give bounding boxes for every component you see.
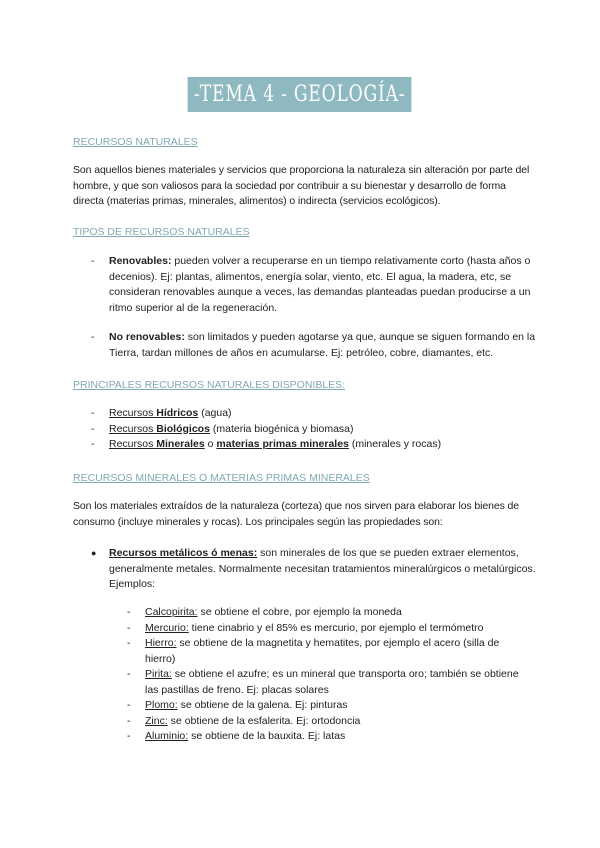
mineral-text: tiene cinabrio y el 85% es mercurio, por ejemplo el termómetro bbox=[188, 621, 484, 634]
prefix-text: Recursos bbox=[109, 407, 157, 419]
list-item-no-renovables bbox=[91, 330, 551, 361]
bold-text: Minerales bbox=[156, 438, 205, 450]
text-recursos-metalicos: son minerales de los que se pueden extraer elementos, generalmente metales. Normalmente necesitan tratamientos mineralúrgicos o metalúrgicos. Ejemplos: bbox=[109, 547, 536, 590]
mineral-text: se obtiene el azufre; es un mineral que transporta oro; también se obtiene las pastillas de freno. Ej: placas solares bbox=[145, 668, 519, 696]
list-item-renovables bbox=[91, 254, 551, 316]
list-item-mercurio bbox=[127, 621, 527, 637]
dash-marker: - bbox=[127, 621, 131, 634]
label-no-renovables: No renovables: bbox=[109, 331, 185, 343]
text-renovables: pueden volver a recuperarse en un tiempo relativamente corto (hasta años o decenios). Ej: plantas, alimentos, energía solar, viento, etc. El agua, la madera, etc, se consideran renovables aunque a veces, las demandas planteadas puedan producirse a un ritmo superior al de la regeneración. bbox=[109, 255, 531, 314]
heading-recursos-naturales: RECURSOS NATURALES bbox=[73, 136, 198, 148]
list-item-pirita bbox=[127, 667, 527, 698]
mid-text: o bbox=[204, 438, 217, 450]
list-item-biologicos bbox=[91, 422, 551, 438]
heading-recursos-minerales: RECURSOS MINERALES O MATERIAS PRIMAS MINERALES bbox=[73, 472, 370, 484]
dash-marker: - bbox=[127, 730, 131, 742]
list-item-calcopirita bbox=[127, 605, 527, 621]
tipos-list bbox=[91, 254, 551, 361]
bold-text-2: materias primas minerales bbox=[216, 438, 349, 450]
mineral-name: Calcopirita: bbox=[145, 606, 198, 618]
prefix-text: Recursos bbox=[109, 422, 157, 435]
bold-text: Hídricos bbox=[156, 407, 199, 419]
bullet-recursos-metalicos bbox=[91, 546, 549, 593]
prefix-text: Recursos bbox=[109, 438, 157, 450]
dash-marker: - bbox=[91, 438, 95, 450]
paragraph-recursos-naturales: Son aquellos bienes materiales y servicios que proporciona la naturaleza sin alteración por parte del hombre, y que son valiosos para la sociedad por contribuir a su bienestar y desarrollo de forma directa (materias primas, minerales, alimentos) o indirecta (servicios ecológicos). bbox=[73, 164, 530, 207]
mineral-text: se obtiene de la bauxita. Ej: latas bbox=[188, 730, 346, 742]
paragraph-recursos-minerales: Son los materiales extraídos de la naturaleza (corteza) que nos sirven para elaborar los bienes de consumo (incluye minerales y rocas). Los principales según las propiedades son: bbox=[73, 500, 520, 528]
mineral-name: Mercurio: bbox=[145, 621, 189, 634]
suffix-text: (minerales y rocas) bbox=[348, 438, 442, 450]
mineral-name: Pirita: bbox=[145, 668, 172, 680]
mineral-text: se obtiene de la esfalerita. Ej: ortodoncia bbox=[167, 714, 361, 727]
bold-text: Biológicos bbox=[156, 422, 210, 435]
title-banner bbox=[0, 77, 600, 112]
list-item-hidricos bbox=[91, 406, 551, 422]
label-renovables: Renovables: bbox=[109, 255, 172, 267]
mineral-text: se obtiene de la magnetita y hematites, por ejemplo el acero (silla de hierro) bbox=[145, 637, 500, 665]
mineral-name: Zinc: bbox=[145, 714, 168, 727]
suffix-text: (materia biogénica y biomasa) bbox=[209, 422, 354, 435]
list-item-zinc bbox=[127, 714, 527, 730]
dash-marker: - bbox=[127, 637, 131, 649]
dash-marker: - bbox=[91, 331, 95, 343]
mineral-text: se obtiene el cobre, por ejemplo la moneda bbox=[197, 606, 402, 618]
bullet-marker: ● bbox=[91, 548, 97, 558]
suffix-text: (agua) bbox=[198, 407, 232, 419]
heading-principales-recursos: PRINCIPALES RECURSOS NATURALES DISPONIBLES: bbox=[73, 379, 346, 391]
list-item-minerales bbox=[91, 437, 551, 453]
text-no-renovables: son limitados y pueden agotarse ya que, aunque se siguen formando en la Tierra, tardan millones de años en acumularse. Ej: petróleo, cobre, diamantes, etc. bbox=[109, 331, 536, 359]
heading-tipos-recursos: TIPOS DE RECURSOS NATURALES bbox=[73, 226, 250, 238]
list-item-aluminio bbox=[127, 729, 527, 745]
dash-marker: - bbox=[127, 699, 131, 711]
list-item-hierro bbox=[127, 636, 527, 667]
list-item-plomo bbox=[127, 698, 527, 714]
principales-list bbox=[91, 406, 551, 453]
dash-marker: - bbox=[91, 255, 95, 267]
mineral-name: Aluminio: bbox=[145, 730, 189, 742]
mineral-text: se obtiene de la galena. Ej: pinturas bbox=[177, 699, 348, 711]
dash-marker: - bbox=[127, 714, 131, 727]
examples-list bbox=[127, 605, 527, 745]
mineral-name: Plomo: bbox=[145, 699, 178, 711]
dash-marker: - bbox=[91, 407, 95, 419]
label-recursos-metalicos: Recursos metálicos ó menas: bbox=[109, 547, 258, 559]
dash-marker: - bbox=[127, 668, 131, 680]
mineral-name: Hierro: bbox=[145, 637, 177, 649]
dash-marker: - bbox=[91, 422, 95, 435]
dash-marker: - bbox=[127, 606, 131, 618]
page-title: -TEMA 4 - GEOLOGÍA- bbox=[188, 77, 412, 112]
